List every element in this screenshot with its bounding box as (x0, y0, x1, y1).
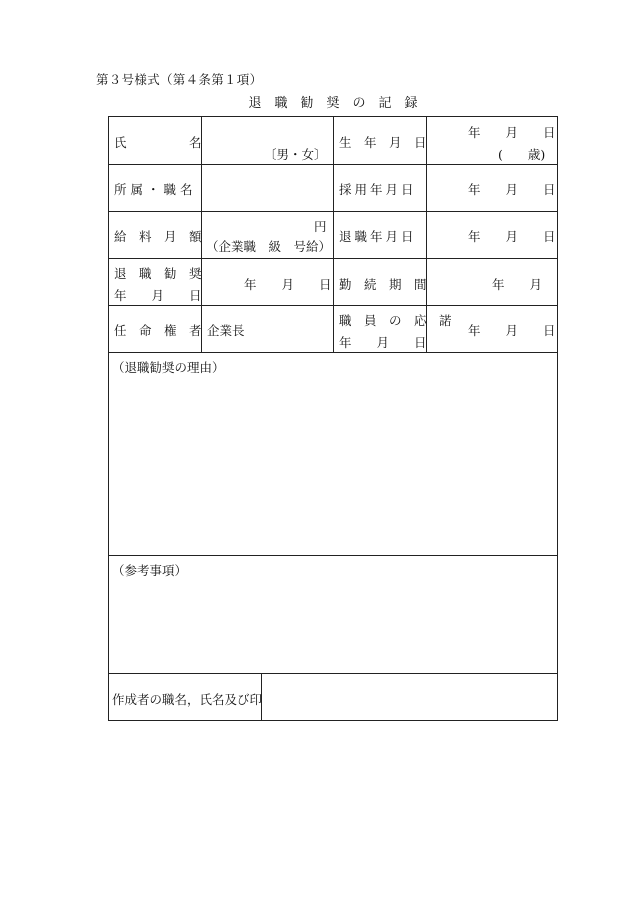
consent-date-value[interactable]: 年 月 日 (468, 323, 556, 338)
notes-label: （参考事項） (112, 563, 188, 578)
retirement-date-value[interactable]: 年 月 日 (468, 229, 556, 244)
form-number: 第３号様式（第４条第１項） (96, 72, 263, 87)
affiliation-label: 所属・職名 (114, 182, 197, 197)
age-value[interactable]: ( 歳) (498, 147, 546, 162)
salary-label: 給 料 月 額 (114, 229, 202, 244)
recommendation-label: 退 職 勧 奨 (114, 266, 202, 281)
birthdate-label: 生 年 月 日 (339, 135, 427, 150)
reason-field[interactable] (112, 378, 552, 550)
author-label: 作成者の職名，氏名及び印 (112, 692, 263, 707)
consent-date-label: 年 月 日 (339, 335, 427, 350)
reason-label: （退職勧奨の理由） (112, 360, 225, 375)
hire-date-label: 採用年月日 (339, 182, 417, 197)
appointer-label: 任 命 権 者 (114, 323, 202, 338)
consent-label: 職 員 の 応 諾 (339, 313, 452, 328)
author-field[interactable] (264, 676, 554, 718)
salary-grade[interactable]: （企業職 級 号給） (206, 239, 332, 254)
notes-field[interactable] (112, 581, 552, 669)
recommendation-date-label: 年 月 日 (114, 288, 202, 303)
appointer-value[interactable]: 企業長 (207, 323, 245, 338)
form-title: 退 職 勧 奨 の 記 録 (248, 96, 418, 111)
service-period-label: 勤 続 期 間 (339, 277, 427, 292)
hire-date-value[interactable]: 年 月 日 (468, 182, 556, 197)
recommendation-date-value[interactable]: 年 月 日 (244, 277, 332, 292)
gender-selector[interactable]: 〔男・女〕 (264, 147, 327, 162)
name-label: 氏 名 (114, 135, 202, 150)
service-period-value[interactable]: 年 月 (492, 277, 543, 292)
retirement-date-label: 退職年月日 (339, 229, 417, 244)
birthdate-value[interactable]: 年 月 日 (468, 125, 556, 140)
salary-yen[interactable]: 円 (314, 219, 327, 234)
